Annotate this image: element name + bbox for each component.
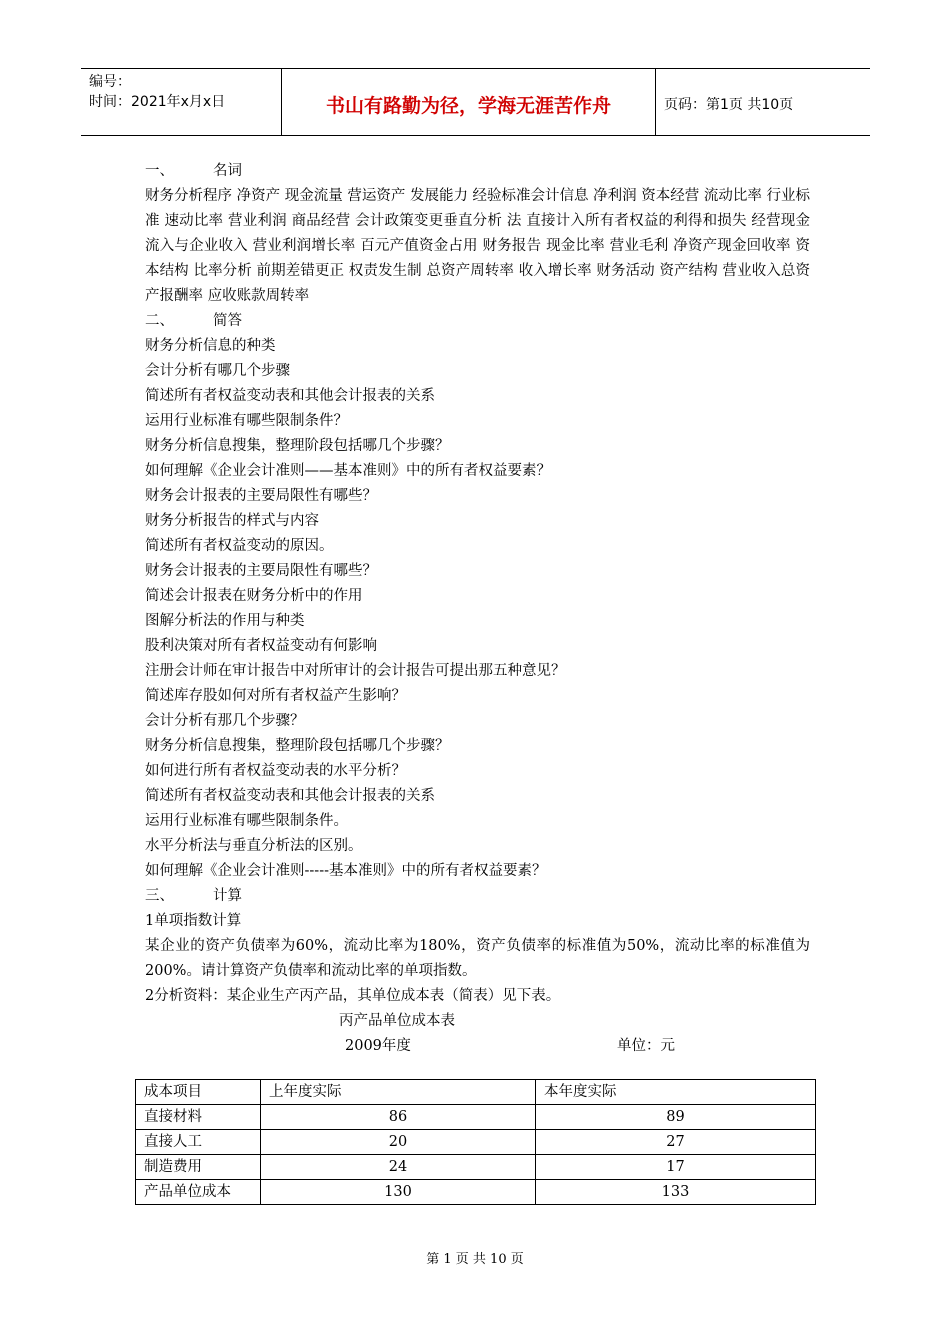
question-item: 会计分析有哪几个步骤 [145,363,290,379]
question-item: 财务分析信息搜集，整理阶段包括哪几个步骤？ [145,438,450,454]
question-item: 会计分析有那几个步骤？ [145,713,305,729]
code-label: 编号： [89,74,131,90]
section-3-heading: 三、 计算 [145,888,242,904]
calc-q1-title: 1单项指数计算 [145,913,242,929]
table-cell: 89 [536,1105,816,1130]
question-item: 简述所有者权益变动的原因。 [145,538,334,554]
header-cell: 本年度实际 [536,1080,816,1105]
table-row [136,1155,816,1180]
table-title: 丙产品单位成本表 [339,1013,455,1029]
table-cell: 17 [536,1155,816,1180]
table-unit: 单位：元 [617,1038,675,1054]
question-item: 图解分析法的作用与种类 [145,613,305,629]
header-page-info: 页码：第1页 共10页 [664,97,794,113]
table-cell: 27 [536,1130,816,1155]
question-item: 财务会计报表的主要局限性有哪些？ [145,488,377,504]
table-cell: 直接人工 [136,1130,261,1155]
question-item: 财务分析信息搜集，整理阶段包括哪几个步骤？ [145,738,450,754]
terms-paragraph: 财务分析程序 净资产 现金流量 营运资产 发展能力 经验标准会计信息 净利润 资本经营 流动比率 行业标准 速动比率 营业利润 商品经营 会计政策变更垂直分析 法 直接计入所有者权益的利得和损失 经营现金流入与企业收入 营业利润增长率 百元产值资金占用 财务报告 现金比率 营业毛利 净资产现金回收率 资本结构 比率分析 前期差错更正 权责发生制 总资产周转率 收入增长率 财务活动 资产结构 营业收入总资产报酬率 应收账款周转率 [145,188,810,304]
table-cell: 86 [261,1105,536,1130]
question-item: 财务分析信息的种类 [145,338,276,354]
table-cell: 直接材料 [136,1105,261,1130]
question-item: 简述会计报表在财务分析中的作用 [145,588,363,604]
header-meta [81,69,282,135]
question-item: 水平分析法与垂直分析法的区别。 [145,838,363,854]
document-body [145,159,810,1059]
cost-table [135,1079,816,1205]
table-header-row [136,1080,816,1105]
header-cell: 成本项目 [136,1080,261,1105]
section-1-heading: 一、 名词 [145,163,242,179]
question-item: 如何理解《企业会计准则——基本准则》中的所有者权益要素？ [145,463,551,479]
header-cell: 上年度实际 [261,1080,536,1105]
table-row [136,1105,816,1130]
table-cell: 24 [261,1155,536,1180]
table-cell: 20 [261,1130,536,1155]
question-item: 简述所有者权益变动表和其他会计报表的关系 [145,388,435,404]
section-2-heading: 二、 简答 [145,313,242,329]
question-item: 财务分析报告的样式与内容 [145,513,319,529]
table-cell: 133 [536,1180,816,1205]
header-motto: 书山有路勤为径，学海无涯苦作舟 [282,69,656,135]
question-item: 财务会计报表的主要局限性有哪些？ [145,563,377,579]
page-header [81,68,870,136]
table-cell: 制造费用 [136,1155,261,1180]
time-label: 时间：2021年x月x日 [89,94,226,110]
calc-q1-body: 某企业的资产负债率为60%，流动比率为180%，资产负债率的标准值为50%，流动比率的标准值为200%。请计算资产负债率和流动比率的单项指数。 [145,938,810,979]
table-cell: 产品单位成本 [136,1180,261,1205]
question-item: 股利决策对所有者权益变动有何影响 [145,638,377,654]
question-list [145,334,810,884]
question-item: 如何理解《企业会计准则-----基本准则》中的所有者权益要素？ [145,863,547,879]
question-item: 运用行业标准有哪些限制条件？ [145,413,348,429]
page-footer: 第 1 页 共 10 页 [426,1252,524,1267]
question-item: 如何进行所有者权益变动表的水平分析？ [145,763,406,779]
table-cell: 130 [261,1180,536,1205]
question-item: 注册会计师在审计报告中对所审计的会计报告可提出那五种意见？ [145,663,566,679]
question-item: 运用行业标准有哪些限制条件。 [145,813,348,829]
table-row [136,1180,816,1205]
table-year: 2009年度 [345,1038,411,1054]
question-item: 简述库存股如何对所有者权益产生影响？ [145,688,406,704]
table-subtitle [145,1034,810,1059]
calc-q2-intro: 2分析资料：某企业生产丙产品，其单位成本表（简表）见下表。 [145,988,561,1004]
question-item: 简述所有者权益变动表和其他会计报表的关系 [145,788,435,804]
table-row [136,1130,816,1155]
